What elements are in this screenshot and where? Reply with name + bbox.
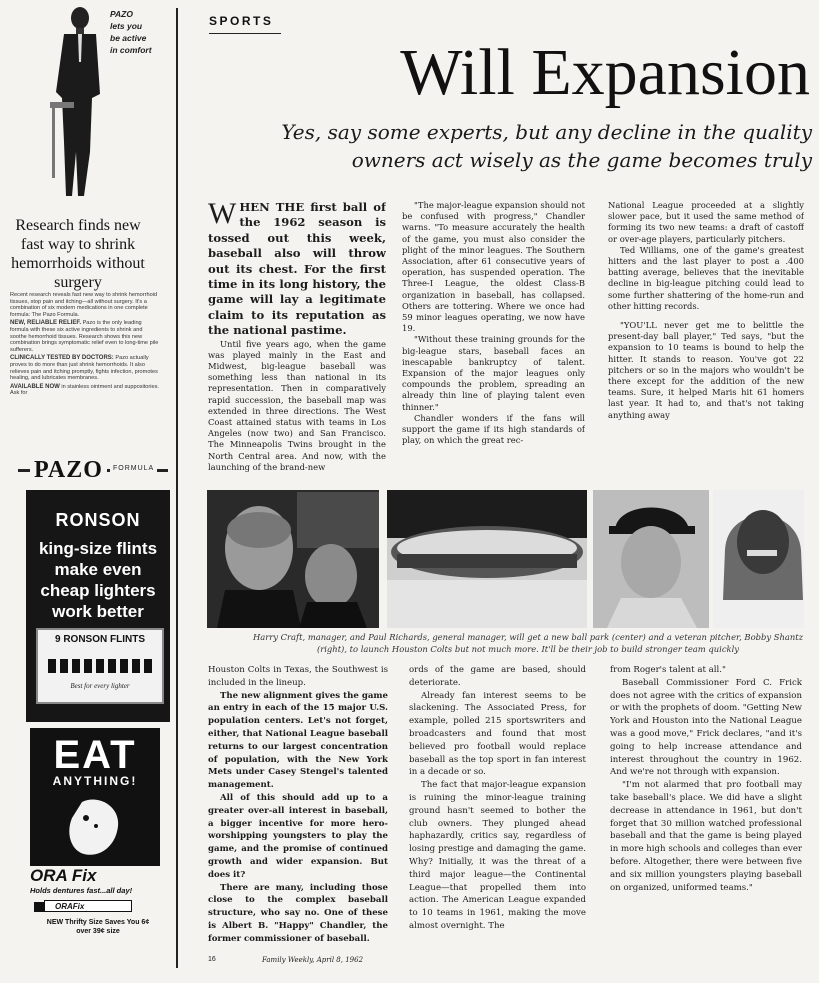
ronson-line: make even	[54, 560, 142, 579]
orafix-tag: Holds dentures fast...all day!	[30, 886, 133, 895]
article-headline: Will Expansion	[400, 36, 810, 109]
eat-title: EAT	[53, 733, 137, 777]
orafix-tube	[34, 900, 132, 914]
photo-craft-richards	[207, 490, 379, 628]
ronson-line: work better	[52, 602, 144, 621]
pazo-logo-brand: PAZO	[30, 457, 107, 483]
ronson-flint-pack	[36, 628, 164, 704]
paragraph: National League proceeded at a slightly slower pace, but it used the same method of forming its two new teams: a draft of castoff or over-age players, particularly pitchers.	[608, 200, 804, 244]
section-rule	[209, 33, 281, 34]
paragraph: Houston Colts in Texas, the Southwest is included in the lineup.	[208, 665, 388, 688]
paragraph: All of this should add up to a greater over-all interest in baseball, a bigger incentive for more hero-worshipping youngsters to play the game, and the promise of continued growth and wider expansion. But does it?	[208, 792, 388, 880]
article-deck: Yes, say some experts, but any decline in the quality owners act wisely as the game becomes truly	[281, 120, 812, 172]
column-2-bottom	[409, 664, 586, 954]
photo-veteran	[713, 490, 804, 628]
pazo-headline: Research finds new fast way to shrink hemorrhoids without surgery	[11, 217, 145, 291]
section-label: SPORTS	[209, 14, 274, 28]
pazo-logo	[18, 455, 168, 485]
column-1-top	[208, 200, 386, 482]
ronson-brand: RONSON	[55, 510, 141, 530]
paragraph: The fact that major-league expansion is ruining the minor-league training ground hasn't seemed to bother the club owners. They plunged ahead haphazardly, critics say, regardless of losing prestige and damaging the game. Why? Initially, it was the threat of a third major league—the Continental League—that propelled them into action. The American League expanded to 10 teams in 1961, making the move almost overnight. The	[409, 780, 586, 931]
paragraph: Ted Williams, one of the game's greatest hitters and the last player to post a .400 batting average, believes that the inevitable decline in big-league pitching could lead to some further shattering of the home-run and other hitting records.	[608, 244, 804, 311]
photo-strip	[207, 490, 804, 628]
pazo-new-label: NEW, RELIABLE RELIEF.	[10, 320, 82, 327]
ronson-pack-label: 9 RONSON FLINTS	[54, 634, 145, 645]
paragraph: There are many, including those close to the complex baseball structure, who say no. One of these is Albert B. "Happy" Chandler, the former commissioner of baseball.	[208, 882, 388, 944]
paragraph: "The major-league expansion should not be confused with progress," Chandler warns. "To measure accurately the health of the game, you must also consider the plight of the minor leagues. The Southern Association, after 61 consecutive years of operation, has suspended operation. The Three-I League, the oldest Class-B organization in baseball, has collapsed. Others are tottering. Where we once had 59 minor leagues operating, we now have 19.	[402, 200, 585, 334]
pazo-body	[10, 292, 160, 397]
paragraph: "I'm not alarmed that pro football may take baseball's place. We did have a slight decrease in attendance in 1961, but don't forget that 30 million watched professional baseball and that the game is being played in more high schools and colleges than ever before. Altogether, there were between five and six million youngsters playing baseball on organized, uniformed teams."	[610, 780, 802, 893]
paragraph: from Roger's talent at all."	[610, 665, 726, 675]
paragraph: ords of the game are based, should deteriorate.	[409, 665, 586, 688]
orafix-size-line: NEW Thrifty Size Saves You 6¢	[46, 919, 150, 926]
pazo-logo-word: FORMULA	[110, 465, 157, 472]
pazo-tested-label: CLINICALLY TESTED BY DOCTORS:	[10, 355, 114, 362]
paragraph: The new alignment gives the game an entry in each of the 15 major U.S. population centers. Let's not forget, either, that National League baseball returns to our largest concentration of population, with the New York Mets under Casey Stengel's talented management.	[208, 690, 388, 791]
paragraph: Already fan interest seems to be slackening. The Associated Press, for example, polled 215 sportswriters and broadcasters and found that most believed pro football would replace baseball as the top sport in fan interest in a decade or so.	[409, 690, 586, 778]
column-divider	[176, 8, 178, 968]
page-number: 16	[208, 956, 216, 963]
photo-caption: Harry Craft, manager, and Paul Richards, general manager, will get a new ball park (center) and a veteran pitcher, Bobby Shantz (right), to launch Houston Colts but not much more. It'll be their job to build stronger team quickly	[252, 632, 804, 654]
paragraph: Until five years ago, when the game was played mainly in the East and Midwest, big-league baseball was something less than national in its representation. Then in comparatively rapid succession, the baseball map was extended in three directions. The West Coast attained status with teams in Los Angeles (now two) and San Francisco. The Minneapolis Twins brought in the North Central area. And now, with the launching of the brand-new	[208, 338, 386, 472]
orafix-brand: ORA Fix	[30, 866, 97, 885]
pazo-tagline-line: lets you	[110, 21, 143, 31]
pazo-tagline-line: in comfort	[110, 45, 152, 55]
orafix-size	[28, 918, 168, 936]
pazo-intro: Recent research reveals fast new way to shrink hemorrhoid tissues, stop pain and itching—all without surgery. It's a combination of six modern medications in one complete formula: The Pazo Formula.	[10, 292, 158, 318]
column-3-bottom	[610, 664, 802, 954]
pazo-man-illustration	[44, 2, 108, 198]
folio-line: Family Weekly, April 8, 1962	[262, 956, 364, 964]
pazo-available-text: in stainless ointment and suppositories. Ask for	[10, 383, 159, 397]
pazo-new-text: Pazo is the only leading formula with these six active ingredients to shrink and soothe hemorrhoid tissues. Research shows this new combination brings symptomatic relief even to long-time pile sufferers.	[10, 320, 159, 353]
paragraph: Baseball Commissioner Ford C. Frick does not agree with the critics of expansion or with the prophets of doom. "Getting New York and Houston into the National League was a good move," Frick declares, "and it's going to help increase attendance and interest throughout the country in 1962. And we're not through with expansion.	[610, 677, 802, 778]
paragraph: "Without these training grounds for the big-league stars, baseball faces an inescapable bankruptcy of talent. Expansion of the major leagues only compounds the problem, spreading an already thin line of playing talent even thinner."	[402, 334, 585, 412]
drop-cap: W	[208, 200, 237, 230]
pazo-tested-text: Pazo actually proves to do more than just shrink hemorrhoids. It also relieves pain and itching promptly, fights infection, promotes healing, and lubricates membranes.	[10, 355, 158, 382]
corn-cob-icon	[64, 796, 126, 860]
orafix-ad	[30, 728, 160, 866]
pazo-tagline	[110, 8, 166, 56]
paragraph: "YOU'LL never get me to belittle the present-day ball player," Ted says, "but the expansion to 10 teams is bound to help the hitter. It stands to reason. You've got 22 pitchers or so in the majors who wouldn't be there except for the addition of the new teams. Sure, it helped Maris hit 61 homers last year. It had to, and that's not taking anything away	[608, 320, 804, 420]
lead-paragraph: HEN THE first ball of the 1962 season is tossed out this week, baseball also will throw out its chest. For the first time in its long history, the game will lay a legitimate claim to its reputation as the national pastime.	[208, 200, 386, 338]
flints-icon	[46, 658, 154, 674]
pazo-available-label: AVAILABLE NOW	[10, 383, 60, 390]
ronson-ad	[26, 490, 170, 722]
column-2-top	[402, 200, 585, 482]
column-3-top	[608, 200, 804, 482]
pazo-tagline-line: PAZO	[110, 9, 133, 19]
eat-subtitle: ANYTHING!	[52, 774, 138, 788]
ronson-pack-footer: Best for every lighter	[70, 682, 130, 690]
paragraph: Chandler wonders if the fans will support the game if its high standards of play, on which the great rec-	[402, 412, 585, 446]
ronson-line: king-size flints	[38, 539, 158, 558]
pazo-tagline-line: be active	[110, 33, 147, 43]
orafix-tube-label: ORAFix	[44, 900, 132, 912]
photo-ballpark	[387, 490, 587, 628]
column-1-bottom	[208, 664, 388, 954]
photo-shantz	[593, 490, 709, 628]
orafix-size-line: over 39¢ size	[76, 928, 120, 935]
ronson-line: cheap lighters	[40, 581, 156, 600]
